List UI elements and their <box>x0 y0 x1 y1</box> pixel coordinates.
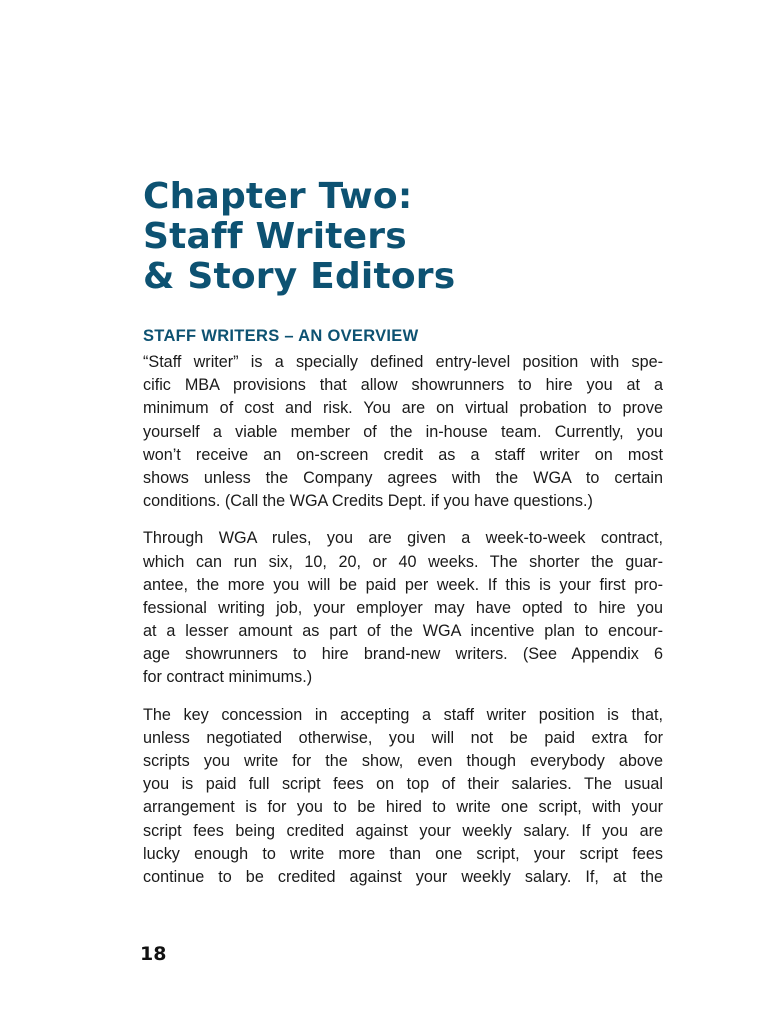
text-line: fessional writing job, your employer may have opted to hire you <box>143 598 663 617</box>
page-number: 18 <box>140 943 167 965</box>
text-line: shows unless the Company agrees with the WGA to certain <box>143 468 663 487</box>
text-line: cific MBA provisions that allow showrunners to hire you at a <box>143 376 663 395</box>
paragraph <box>143 527 663 689</box>
text-line: unless negotiated otherwise, you will not be paid extra for <box>143 728 663 747</box>
text-line: continue to be credited against your weekly salary. If, at the <box>143 867 663 886</box>
chapter-title <box>143 177 455 297</box>
text-line: arrangement is for you to be hired to write one script, with your <box>143 798 663 817</box>
text-line: you is paid full script fees on top of their salaries. The usual <box>143 775 663 794</box>
text-line: yourself a viable member of the in-house team. Currently, you <box>143 422 663 441</box>
text-line: Through WGA rules, you are given a week-to-week contract, <box>143 529 663 548</box>
paragraph <box>143 704 663 890</box>
text-line: conditions. (Call the WGA Credits Dept. if you have questions.) <box>143 492 593 511</box>
text-line: scripts you write for the show, even though everybody above <box>143 752 663 770</box>
section-heading: STAFF WRITERS – AN OVERVIEW <box>143 327 419 345</box>
body-text <box>143 351 663 903</box>
text-line: antee, the more you will be paid per week. If this is your first pro- <box>143 575 663 594</box>
text-line: which can run six, 10, 20, or 40 weeks. The shorter the guar- <box>143 552 663 571</box>
text-line: won’t receive an on-screen credit as a staff writer on most <box>143 445 663 464</box>
text-line: for contract minimums.) <box>143 668 313 687</box>
text-line: at a lesser amount as part of the WGA incentive plan to encour- <box>143 622 663 641</box>
text-line: age showrunners to hire brand-new writers. (See Appendix 6 <box>143 645 663 664</box>
chapter-title-line: Staff Writers <box>143 216 407 257</box>
text-line: The key concession in accepting a staff writer position is that, <box>143 705 663 724</box>
text-line: script fees being credited against your weekly salary. If you are <box>143 821 663 840</box>
chapter-title-line: Chapter Two: <box>143 176 413 217</box>
text-line: minimum of cost and risk. You are on virtual probation to prove <box>143 399 663 418</box>
chapter-title-line: & Story Editors <box>143 256 456 297</box>
text-line: lucky enough to write more than one script, your script fees <box>143 844 663 863</box>
paragraph <box>143 351 663 513</box>
text-line: “Staff writer” is a specially defined entry-level position with spe- <box>143 353 663 371</box>
